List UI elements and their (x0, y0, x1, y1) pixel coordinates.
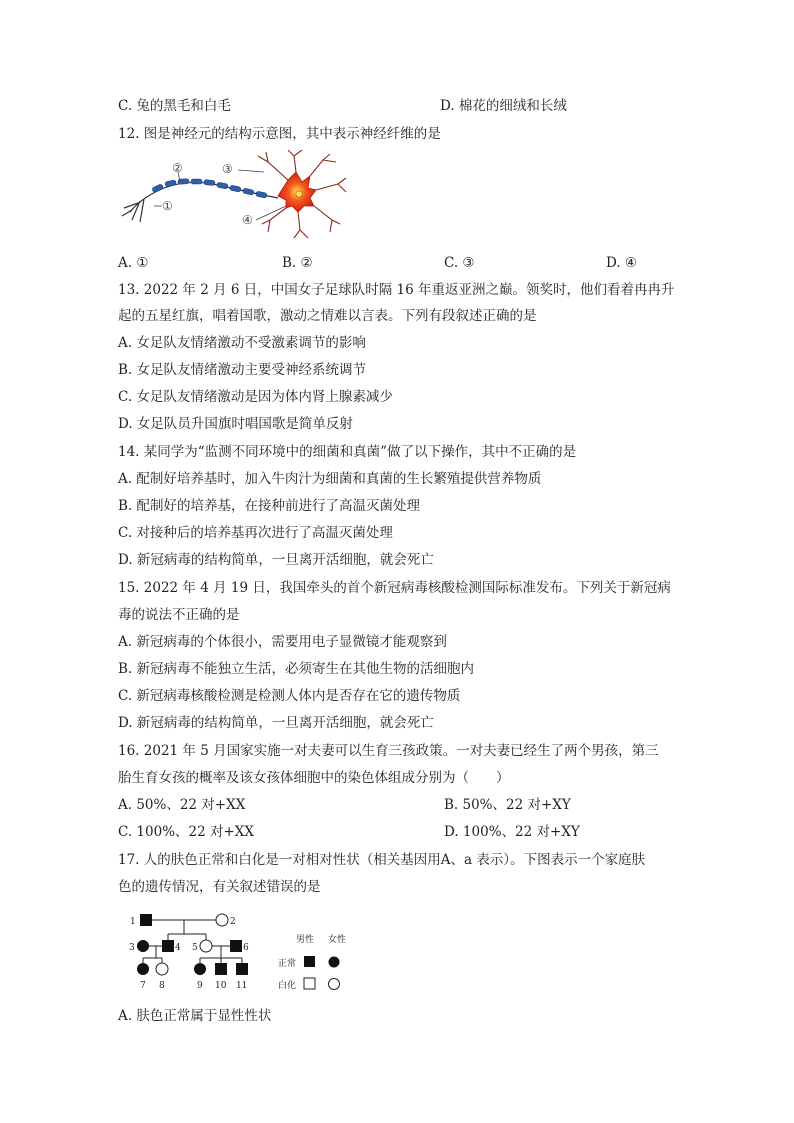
q12-option-c: C. ③ (444, 255, 475, 271)
individual-9 (194, 963, 206, 975)
q14-stem: 14. 某同学为“监测不同环境中的细菌和真菌”做了以下操作，其中不正确的是 (118, 444, 577, 460)
individual-5 (200, 940, 212, 952)
q17-stem-line2: 色的遗传情况，有关叙述错误的是 (118, 879, 321, 895)
q12-option-d: D. ④ (606, 255, 638, 271)
q14-option-a: A. 配制好培养基时，加入牛肉汁为细菌和真菌的生长繁殖提供营养物质 (118, 471, 542, 487)
individual-7 (137, 963, 149, 975)
label-4: ④ (242, 213, 253, 227)
q16-stem-line1: 16. 2021 年 5 月国家实施一对夫妻可以生育三孩政策。一对夫妻已经生了两个男孩，第三 (118, 743, 659, 759)
q16-option-c: C. 100%、22 对+XX (118, 824, 255, 840)
legend-albino-male (304, 978, 315, 989)
q15-option-c: C. 新冠病毒核酸检测是检测人体内是否存在它的遗传物质 (118, 688, 461, 704)
label-3: ③ (222, 162, 233, 176)
q16-stem-line2: 胎生育女孩的概率及该女孩体细胞中的染色体组成分别为（ ） (118, 770, 510, 786)
individual-11 (236, 963, 248, 975)
individual-10 (215, 963, 227, 975)
myelin-sheath (152, 179, 268, 199)
q14-option-b: B. 配制好的培养基，在接种前进行了高温灭菌处理 (118, 498, 421, 514)
q13-option-a: A. 女足队友情绪激动不受激素调节的影响 (118, 335, 366, 351)
label-2: ② (172, 161, 183, 175)
q13-stem-line1: 13. 2022 年 2 月 6 日，中国女子足球队时隔 16 年重返亚洲之巅。领奖时，他们看着冉冉升 (118, 282, 675, 298)
q16-option-b: B. 50%、22 对+XY (444, 797, 571, 813)
q11-option-c: C. 兔的黑毛和白毛 (118, 98, 231, 114)
legend-normal: 正常 (278, 959, 297, 969)
q15-stem-line2: 毒的说法不正确的是 (118, 607, 240, 623)
legend-female: 女性 (328, 935, 347, 945)
num-5: 5 (192, 943, 198, 953)
num-8: 8 (159, 981, 165, 991)
q15-option-d: D. 新冠病毒的结构简单，一旦离开活细胞，就会死亡 (118, 715, 434, 731)
q11-option-d: D. 棉花的细绒和长绒 (440, 98, 567, 114)
neuron-diagram (118, 150, 348, 245)
individual-2 (216, 914, 228, 926)
num-11: 11 (236, 981, 248, 991)
q15-option-b: B. 新冠病毒不能独立生活，必须寄生在其他生物的活细胞内 (118, 661, 475, 677)
legend-normal-male (304, 956, 315, 967)
q15-stem-line1: 15. 2022 年 4 月 19 日，我国牵头的首个新冠病毒核酸检测国际标准发布。下列关于新冠病 (118, 580, 671, 596)
pedigree-diagram (118, 906, 368, 998)
num-1: 1 (130, 917, 136, 927)
q12-option-b: B. ② (282, 255, 313, 271)
q14-option-c: C. 对接种后的培养基再次进行了高温灭菌处理 (118, 525, 393, 541)
q15-option-a: A. 新冠病毒的个体很小，需要用电子显微镜才能观察到 (118, 634, 447, 650)
num-10: 10 (215, 981, 227, 991)
q12-stem: 12. 图是神经元的结构示意图，其中表示神经纤维的是 (118, 126, 441, 142)
num-3: 3 (129, 943, 135, 953)
num-4: 4 (175, 943, 181, 953)
individual-3 (137, 940, 149, 952)
q12-option-a: A. ① (118, 255, 149, 271)
axon-terminal (122, 195, 150, 222)
q14-option-d: D. 新冠病毒的结构简单，一旦离开活细胞，就会死亡 (118, 552, 434, 568)
legend-albino-female (329, 979, 340, 990)
individual-1 (140, 914, 152, 926)
num-9: 9 (197, 981, 203, 991)
individual-6 (230, 940, 242, 952)
nucleus (296, 191, 302, 197)
num-7: 7 (140, 981, 146, 991)
q16-option-d: D. 100%、22 对+XY (444, 824, 580, 840)
label-1: ① (162, 199, 173, 213)
legend-male: 男性 (296, 935, 315, 945)
legend-normal-female (329, 957, 340, 968)
q13-option-b: B. 女足队友情绪激动主要受神经系统调节 (118, 362, 367, 378)
q17-stem-line1: 17. 人的肤色正常和白化是一对相对性状（相关基因用A、a 表示）。下图表示一个家庭肤 (118, 852, 646, 868)
q13-option-c: C. 女足队友情绪激动是因为体内肾上腺素减少 (118, 389, 393, 405)
individual-4 (162, 940, 174, 952)
legend-albino: 白化 (278, 981, 297, 991)
q17-option-a: A. 肤色正常属于显性性状 (118, 1008, 272, 1024)
individual-8 (156, 963, 168, 975)
q13-option-d: D. 女足队员升国旗时唱国歌是简单反射 (118, 416, 353, 432)
q16-option-a: A. 50%、22 对+XX (118, 797, 246, 813)
q13-stem-line2: 起的五星红旗，唱着国歌，激动之情难以言表。下列有段叙述正确的是 (118, 308, 537, 324)
num-6: 6 (243, 943, 249, 953)
num-2: 2 (230, 917, 236, 927)
